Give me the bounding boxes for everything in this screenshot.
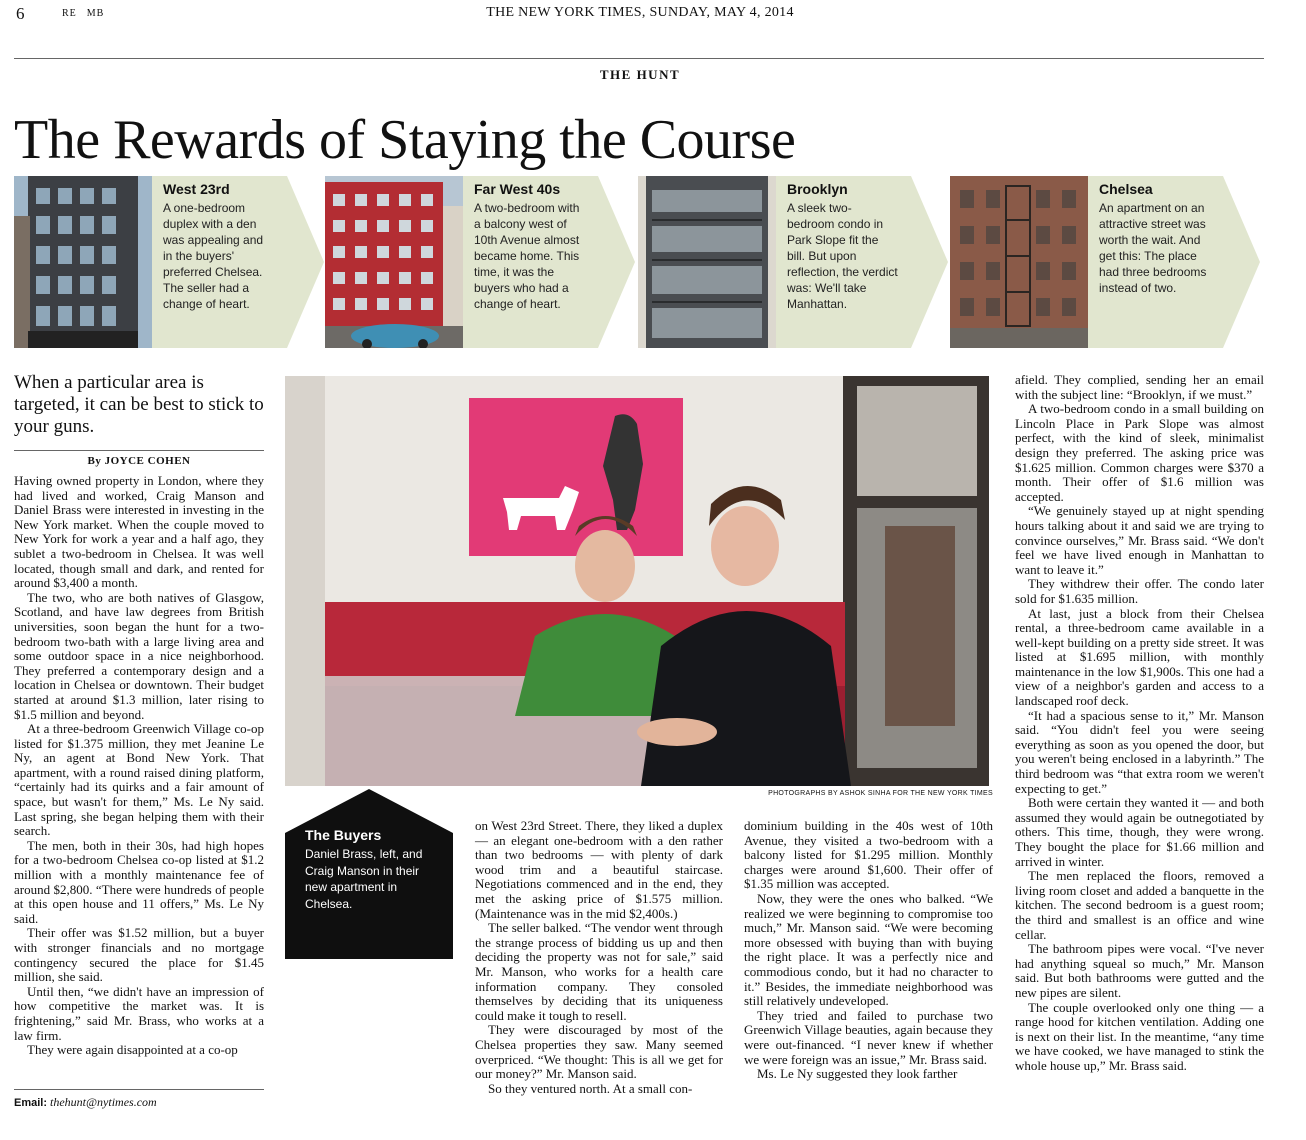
email-address[interactable]: thehunt@nytimes.com xyxy=(50,1095,157,1109)
paragraph: afield. They complied, sending her an email with the subject line: “Brooklyn, if we must.” xyxy=(1015,372,1264,402)
paragraph: on West 23rd Street. There, they liked a duplex — an elegant one-bedroom with a den rather than two bedrooms — with plenty of dark wood trim and a beautiful staircase. Negotiations commenced and in the end, they met the asking price of $1.575 million. (Maintenance was in the mid $2,400s.) xyxy=(475,818,723,921)
email-label: Email: xyxy=(14,1097,48,1109)
byline: By JOYCE COHEN xyxy=(87,455,191,467)
edition-code: RE xyxy=(62,8,77,19)
article-column-2 xyxy=(475,819,723,1096)
article-column-1 xyxy=(14,474,264,1058)
strip-card-title: Brooklyn xyxy=(787,181,848,197)
strip-card-chelsea xyxy=(950,176,1260,348)
paragraph: Having owned property in London, where they had lived and worked, Craig Manson and Daniel Brass were interested in investing in the New York market. When the couple moved to New York for work a year and a half ago, they sublet a two-bedroom in Chelsea. It was well located, though small and dark, and rented for around $3,400 a month. xyxy=(14,473,264,591)
email-line xyxy=(14,1095,157,1110)
deck-rule xyxy=(14,450,264,451)
paragraph: Both were certain they wanted it — and both assumed they would again be outnegotiated by others. This time, though, they were wrong. They bought the place for $1.66 million and arrived in winter. xyxy=(1015,795,1264,869)
buyers-caption: Daniel Brass, left, and Craig Manson in their new apartment in Chelsea. xyxy=(305,847,423,911)
paragraph: Now, they were the ones who balked. “We realized we were beginning to compromise too much,” Mr. Manson said. “We were becoming more obsessed with buying than with buying the right place. It was a perfectly nice and commodious condo, but it had no character to it.” Besides, the immediate neighborhood was still relatively undeveloped. xyxy=(744,890,993,1009)
paragraph: So they ventured north. At a small con- xyxy=(488,1080,693,1096)
strip-card-text: A one-bedroom duplex with a den was appealing and in the buyers' preferred Chelsea. The seller had a change of heart. xyxy=(163,201,264,311)
paragraph: They withdrew their offer. The condo later sold for $1.635 million. xyxy=(1015,576,1264,606)
paragraph: The seller balked. “The vendor went through the strange process of bidding us up and then deciding the property was not for sale,” said Mr. Manson, who works for a health care information company. They consoled themselves by deciding that its uniqueness could make it tough to resell. xyxy=(475,920,723,1023)
strip-card-title: West 23rd xyxy=(163,181,230,197)
paragraph: The couple overlooked only one thing — a range hood for kitchen ventilation. Adding one is next on their list. In the meantime, “any time we have cooked, we have managed to stink the whole house up,” Mr. Brass said. xyxy=(1015,999,1264,1073)
article-column-3 xyxy=(744,819,993,1082)
strip-card-text: A two-bedroom with a balcony west of 10th Avenue almost became home. This time, it was the buyers who had a change of heart. xyxy=(474,201,580,311)
paragraph: Ms. Le Ny suggested they look farther xyxy=(757,1066,958,1082)
paragraph: The two, who are both natives of Glasgow, Scotland, and have law degrees from British universities, soon began the hunt for a two-bedroom two-bath with a large living area and some outdoor space in a nice neighborhood. They preferred a contemporary design and a location in Chelsea or downtown. Their budget started at around $1.3 million, later rising to $1.5 million and beyond. xyxy=(14,589,264,722)
paragraph: “We genuinely stayed up at night spending hours talking about it and said we are trying to convince ourselves,” Mr. Brass said. “We don't feel we have lived enough in Manhattan to want to leave it.” xyxy=(1015,503,1264,577)
buyers-box xyxy=(285,789,453,959)
building-photo xyxy=(325,176,463,348)
headline: The Rewards of Staying the Course xyxy=(14,109,796,171)
building-photo xyxy=(950,176,1088,348)
main-photo xyxy=(285,376,989,786)
strip-card-text: A sleek two-bedroom condo in Park Slope fit the bill. But upon reflection, the verdict was: We'll take Manhattan. xyxy=(787,201,898,311)
dateline: THE NEW YORK TIMES, SUNDAY, MAY 4, 2014 xyxy=(486,5,794,20)
strip-card-west-23rd xyxy=(14,176,324,348)
paragraph: At a three-bedroom Greenwich Village co-op listed for $1.375 million, they met Jeanine Le Ny, an agent at Bond New York. That apartment, with a round raised dining platform, “certainly had its quirks and a fair amount of space, but wasn't for them,” Ms. Le Ny said. Last spring, she began helping them with their search. xyxy=(14,721,264,839)
strip-card-text: An apartment on an attractive street was worth the wait. And get this: The place had three bedrooms instead of two. xyxy=(1099,201,1207,295)
strip-card-title: Far West 40s xyxy=(474,181,561,197)
paragraph: They tried and failed to purchase two Greenwich Village beauties, again because they were out-financed. “I never knew if whether we were foreign was an issue,” Mr. Brass said. xyxy=(744,1007,993,1067)
edition-code: MB xyxy=(86,8,105,19)
paragraph: The men, both in their 30s, had high hopes for a two-bedroom Chelsea co-op listed at $1.2 million with a monthly maintenance fee of around $2,800. “There were hundreds of people at this open house and 11 offers,” Ms. Le Ny said. xyxy=(14,837,264,926)
strip-card-title: Chelsea xyxy=(1099,181,1153,197)
paragraph: A two-bedroom condo in a small building on Lincoln Place in Park Slope was almost perfect, with the kind of sleek, minimalist design they preferred. The asking price was $1.625 million. Common charges were $370 a month. Their offer of $1.6 million was accepted. xyxy=(1015,401,1264,504)
photo-credit: PHOTOGRAPHS BY ASHOK SINHA FOR THE NEW YORK TIMES xyxy=(768,790,993,797)
strip-card-far-west-40s xyxy=(325,176,635,348)
paragraph: They were again disappointed at a co-op xyxy=(27,1042,238,1058)
paragraph: The men replaced the floors, removed a living room closet and added a banquette in the kitchen. The second bedroom is a guest room; the third and smallest is an office and wine cellar. xyxy=(1015,868,1264,942)
article-column-4 xyxy=(1015,373,1264,1074)
buyers-title: The Buyers xyxy=(305,827,382,843)
strip-card-brooklyn xyxy=(638,176,948,348)
paragraph: The bathroom pipes were vocal. “I've never had anything squeal so much,” Mr. Manson said. But both bathrooms were gutted and the new pipes are silent. xyxy=(1015,941,1264,1000)
building-photo xyxy=(14,176,152,348)
section-label: THE HUNT xyxy=(599,67,681,82)
deck: When a particular area is targeted, it can be best to stick to your guns. xyxy=(14,372,264,437)
paragraph: Their offer was $1.52 million, but a buyer with stronger financials and no mortgage contingency secured the place for $1.45 million, she said. xyxy=(14,925,264,985)
header-rule xyxy=(14,58,1264,59)
email-rule xyxy=(14,1089,264,1090)
paragraph: Until then, “we didn't have an impression of how competitive the market was. It is frightening,” said Mr. Brass, who works at a law firm. xyxy=(14,983,264,1043)
building-photo xyxy=(638,176,776,348)
paragraph: At last, just a block from their Chelsea rental, a three-bedroom came available in a well-kept building on a pretty side street. It was listed at $1.695 million, with monthly maintenance in the low $1,900s. This one had a view of a neighbor's garden and access to a landscaped roof deck. xyxy=(1015,605,1264,709)
paragraph: They were discouraged by most of the Chelsea properties they saw. Many seemed overpriced. “We thought: This is all we get for our money?” Mr. Manson said. xyxy=(475,1022,723,1082)
page-number: 6 xyxy=(16,4,25,23)
paragraph: “It had a spacious sense to it,” Mr. Manson said. “You didn't feel you were seeing everything as soon as you opened the door, but you weren't being enclosed in a labyrinth.” The third bedroom was “that extra room we weren't expecting to get.” xyxy=(1015,707,1264,796)
paragraph: dominium building in the 40s west of 10th Avenue, they visited a two-bedroom with a balcony listed for $1.295 million. Monthly charges were around $1,600. Their offer of $1.35 million was accepted. xyxy=(744,818,993,892)
